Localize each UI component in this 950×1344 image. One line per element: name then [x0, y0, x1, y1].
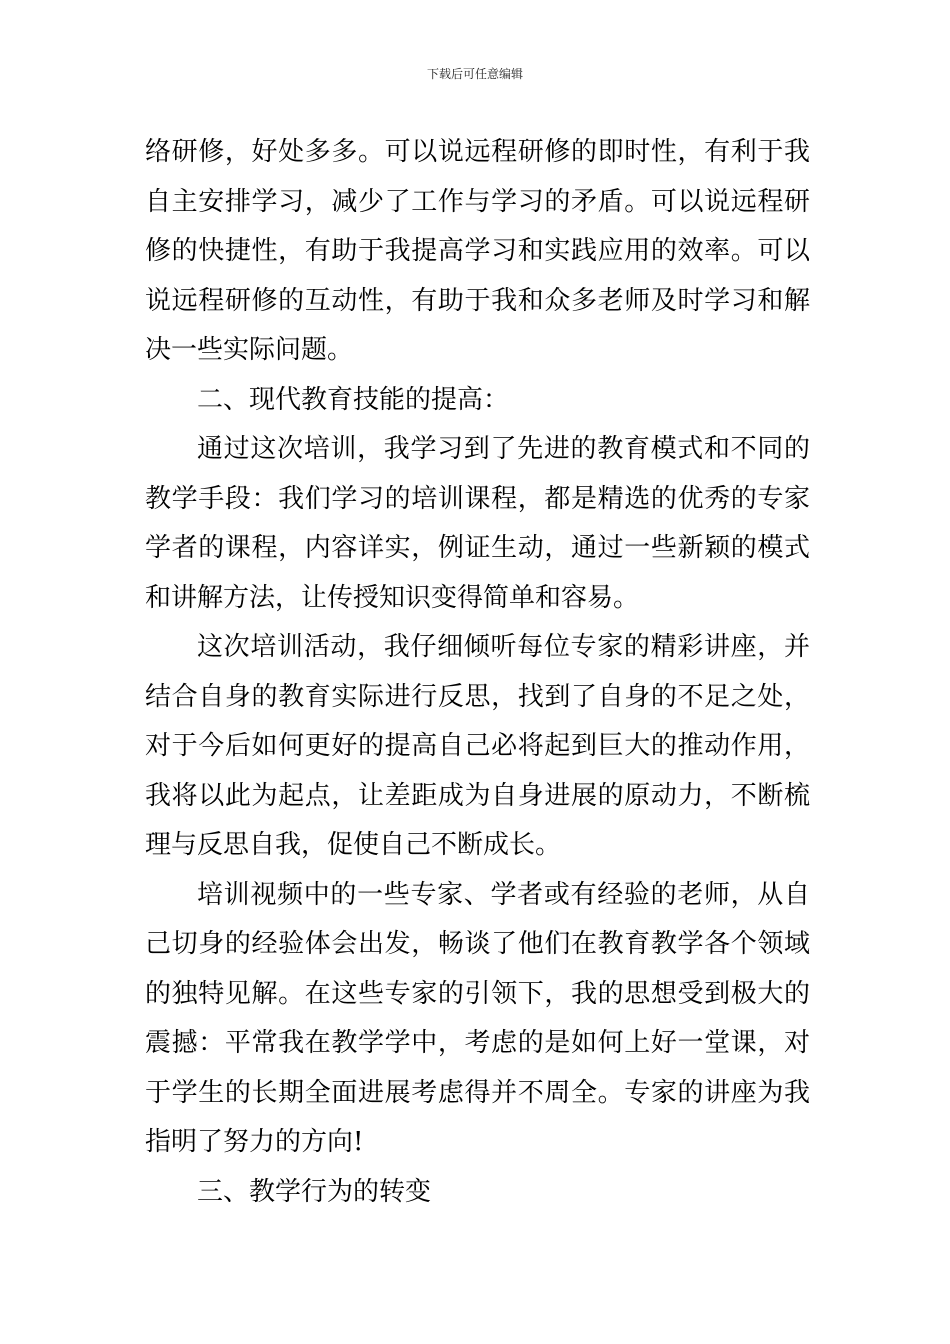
paragraph-continuation: 络研修，好处多多。可以说远程研修的即时性，有利于我自主安排学习，减少了工作与学习的矛盾。可以说远程研修的快捷性，有助于我提高学习和实践应用的效率。可以说远程研修的互动性，有助于我和众多老师及时学习和解决一些实际问题。 — [145, 137, 810, 365]
paragraph: 通过这次培训，我学习到了先进的教育模式和不同的教学手段：我们学习的培训课程，都是精选的优秀的专家学者的课程，内容详实，例证生动，通过一些新颖的模式和讲解方法，让传授知识变得简单和容易。 — [145, 434, 810, 613]
page-header: 下载后可任意编辑 — [426, 67, 523, 81]
document-body — [145, 128, 810, 1217]
section-heading-3: 三、教学行为的转变 — [197, 1176, 432, 1207]
paragraph: 这次培训活动，我仔细倾听每位专家的精彩讲座，并结合自身的教育实际进行反思，找到了自身的不足之处，对于今后如何更好的提高自己必将起到巨大的推动作用，我将以此为起点，让差距成为自身进展的原动力，不断梳理与反思自我，促使自己不断成长。 — [145, 632, 810, 860]
paragraph: 培训视频中的一些专家、学者或有经验的老师，从自己切身的经验体会出发，畅谈了他们在教育教学各个领域的独特见解。在这些专家的引领下，我的思想受到极大的震撼：平常我在教学学中，考虑的是如何上好一堂课，对于学生的长期全面进展考虑得并不周全。专家的讲座为我指明了努力的方向! — [145, 879, 810, 1157]
section-heading-2: 二、现代教育技能的提高： — [197, 384, 510, 415]
